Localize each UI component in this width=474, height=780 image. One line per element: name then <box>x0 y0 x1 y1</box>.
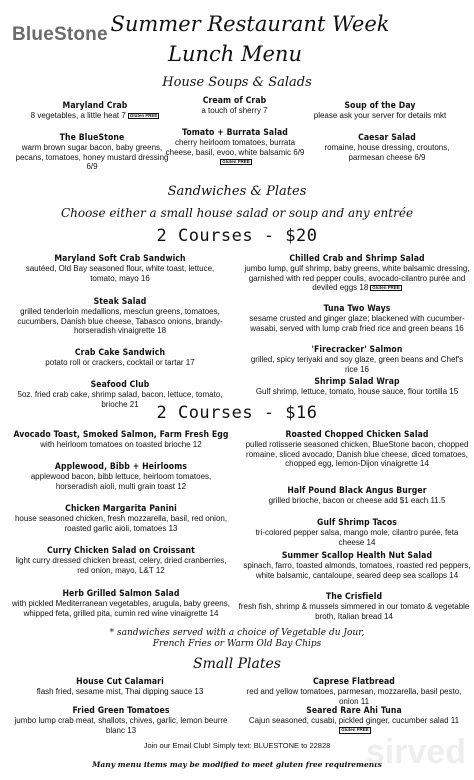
item-name: Roasted Chopped Chicken Salad <box>285 430 429 440</box>
item-desc: house seasoned chicken, fresh mozzarella, basil, red onion, roasted garlic aioli, tomatoes 13 <box>14 514 228 533</box>
item-20-right-1 <box>244 304 470 333</box>
item-16-left-4 <box>8 589 234 618</box>
item-fried-green-tomatoes <box>8 706 234 735</box>
item-desc: sautéed, Old Bay seasoned flour, white toast, lettuce, tomato, mayo 16 <box>25 264 215 283</box>
item-tomato-burrata <box>160 128 310 167</box>
item-soup-of-the-day <box>300 101 460 121</box>
item-desc: 5oz. fried crab cake, shrimp salad, bacon, lettuce, tomato, brioche 21 <box>17 390 223 409</box>
menu-subtitle: Lunch Menu <box>168 42 302 66</box>
item-name: Gulf Shrimp Tacos <box>317 518 397 528</box>
gluten-free-badge: Gluten FREE <box>341 727 369 733</box>
item-name: Maryland Soft Crab Sandwich <box>54 254 186 264</box>
item-desc: sesame crusted and ginger glaze; blackened with cucumber-wasabi, served with lump crab fried rice and green beans 16 <box>249 314 465 333</box>
email-club-footer: Join our Email Club! Simply text: BLUESTONE to 22828 <box>143 741 331 750</box>
item-desc: jumbo lump crab meat, shallots, chives, garlic, lemon beurre blanc 13 <box>14 716 228 735</box>
item-name: Tomato + Burrata Salad <box>182 128 288 138</box>
item-20-right-3 <box>244 377 470 397</box>
item-name: Applewood, Bibb + Heirlooms <box>54 462 188 472</box>
item-20-left-0 <box>20 254 220 283</box>
sides-note <box>0 628 474 650</box>
item-name: Half Pound Black Angus Burger <box>287 486 427 496</box>
item-16-left-3 <box>10 546 232 575</box>
gluten-free-badge: Gluten FREE <box>222 158 250 164</box>
item-desc: grilled tenderloin medallions, mesclun greens, tomatoes, cucumbers, Danish blue cheese, Tabasco onions, brandy-horseradish vinaigrette 18 <box>17 307 223 336</box>
item-desc: Gulf shrimp, lettuce, tomato, house sauce, flour tortilla 15 <box>255 387 459 396</box>
sirved-watermark: sirved <box>365 733 466 771</box>
item-name: Cream of Crab <box>202 96 267 106</box>
item-desc: grilled brioche, bacon or cheese add $1 each 11.5 <box>268 496 446 505</box>
item-desc: please ask your server for details mkt <box>313 111 447 120</box>
item-desc: cherry heirloom tomatoes, burrata cheese, basil, evoo, white balsamic 6/9 <box>165 138 305 157</box>
item-desc: red and yellow tomatoes, parmesan, mozzarella, basil pesto, onion 11 <box>246 687 462 706</box>
item-16-left-1 <box>10 462 232 491</box>
item-name: The Crisfield <box>325 592 383 602</box>
item-name: Avocado Toast, Smoked Salmon, Farm Fresh Egg <box>13 430 229 440</box>
item-16-left-0 <box>4 430 238 450</box>
item-name: Chicken Margarita Panini <box>65 504 177 514</box>
item-desc: warm brown sugar bacon, baby greens, pecans, tomatoes, honey mustard dressing 6/9 <box>15 143 169 172</box>
item-16-right-0 <box>242 430 472 469</box>
item-desc: with heirloom tomatoes on toasted brioche 12 <box>40 440 202 449</box>
item-ahi-tuna <box>236 706 472 735</box>
item-name: Soup of the Day <box>344 101 416 111</box>
item-name: 'Firecracker' Salmon <box>311 345 403 355</box>
item-16-right-1 <box>242 486 472 506</box>
item-desc: grilled, spicy teriyaki and soy glaze, green beans and Chef's rice 16 <box>250 355 464 374</box>
menu-title: Summer Restaurant Week <box>110 12 390 36</box>
item-caprese-flatbread <box>236 677 472 706</box>
item-desc: light curry dressed chicken breast, celery, dried cranberries, red onion, mayo, L&T 12 <box>15 556 227 575</box>
item-desc: jumbo lump, gulf shrimp, baby greens, white balsamic dressing, garnished with red pepper coulis, avocado-cilantro purée and deviled eggs 18 <box>244 264 470 293</box>
item-desc: Cajun seasoned, cusabi, pickled ginger, cucumber salad 11 <box>248 716 460 725</box>
item-name: Chilled Crab and Shrimp Salad <box>289 254 425 264</box>
bluestone-logo: BlueStone <box>12 24 108 45</box>
section-soups-salads: House Soups & Salads <box>162 75 312 90</box>
section-2-courses-20: 2 Courses - $20 <box>156 226 318 246</box>
item-name: Tuna Two Ways <box>323 304 391 314</box>
item-desc: with pickled Mediterranean vegetables, arugula, baby greens, whipped feta, grilled pita, cumin red wine vinaigrette 14 <box>12 599 230 618</box>
item-caesar-salad <box>312 133 462 162</box>
item-name: Curry Chicken Salad on Croissant <box>47 546 195 556</box>
item-20-right-2 <box>244 345 470 374</box>
item-16-right-4 <box>236 592 472 621</box>
item-16-left-2 <box>10 504 232 533</box>
item-name: Seafood Club <box>90 380 150 390</box>
item-desc: fresh fish, shrimp & mussels simmered in our tomato & vegetable broth, Italian bread 14 <box>238 602 470 621</box>
item-cream-of-crab <box>172 96 297 116</box>
item-name: Caesar Salad <box>358 133 416 143</box>
section-small-plates: Small Plates <box>193 656 281 672</box>
gluten-free-footer: Many menu items may be modified to meet gluten free requirements <box>92 760 382 769</box>
item-20-left-2 <box>10 348 230 368</box>
gluten-free-badge: Gluten FREE <box>129 112 158 118</box>
item-maryland-crab <box>20 101 170 121</box>
item-name: Crab Cake Sandwich <box>74 348 166 358</box>
item-name: Caprese Flatbread <box>313 677 395 687</box>
item-the-bluestone <box>12 133 172 172</box>
sides-note-line1: * sandwiches served with a choice of Vegetable du Jour, <box>109 628 365 638</box>
item-desc: romaine, house dressing, croutons, parmesan cheese 6/9 <box>324 143 450 162</box>
item-name: Fried Green Tomatoes <box>72 706 170 716</box>
item-desc: potato roll or crackers, cocktail or tartar 17 <box>45 358 195 367</box>
item-desc: pulled rotisserie seasoned chicken, BlueStone bacon, chopped romaine, sliced avocado, Danish blue cheese, diced tomatoes, chopped egg, lemon-Dijon vinaigrette 14 <box>245 440 469 469</box>
item-name: Shrimp Salad Wrap <box>314 377 400 387</box>
choose-instructions: Choose either a small house salad or soup and any entrée <box>60 206 414 220</box>
item-desc: flash fried, sesame mist, Thai dipping sauce 13 <box>36 687 204 696</box>
sides-note-line2: French Fries or Warm Old Bay Chips <box>152 639 322 649</box>
item-16-right-3 <box>242 551 472 580</box>
item-desc: tri-colored pepper salsa, mango mole, cilantro purée, feta cheese 14 <box>255 528 459 547</box>
item-name: The BlueStone <box>59 133 125 143</box>
item-name: Seared Rare Ahi Tuna <box>306 706 402 716</box>
item-name: Maryland Crab <box>62 101 128 111</box>
item-desc: applewood bacon, bibb lettuce, heirloom tomatoes, horseradish aioli, multi grain toast 12 <box>30 472 212 491</box>
section-2-courses-16: 2 Courses - $16 <box>156 403 318 423</box>
item-desc: 8 vegetables, a little heat 7 <box>30 111 126 120</box>
gluten-free-badge: Gluten FREE <box>372 284 400 290</box>
item-20-right-0 <box>242 254 472 293</box>
item-desc: a touch of sherry 7 <box>201 106 268 115</box>
item-desc: spinach, farro, toasted almonds, tomatoes, roasted red peppers, white balsamic, cantaloupe, seared deep sea scallops 14 <box>243 561 471 580</box>
item-name: Herb Grilled Salmon Salad <box>62 589 180 599</box>
section-sandwiches-plates: Sandwiches & Plates <box>167 184 307 199</box>
item-16-right-2 <box>242 518 472 547</box>
item-name: House Cut Calamari <box>76 677 164 687</box>
item-name: Summer Scallop Health Nut Salad <box>281 551 433 561</box>
item-calamari <box>20 677 220 697</box>
item-20-left-1 <box>10 297 230 336</box>
item-name: Steak Salad <box>93 297 147 307</box>
